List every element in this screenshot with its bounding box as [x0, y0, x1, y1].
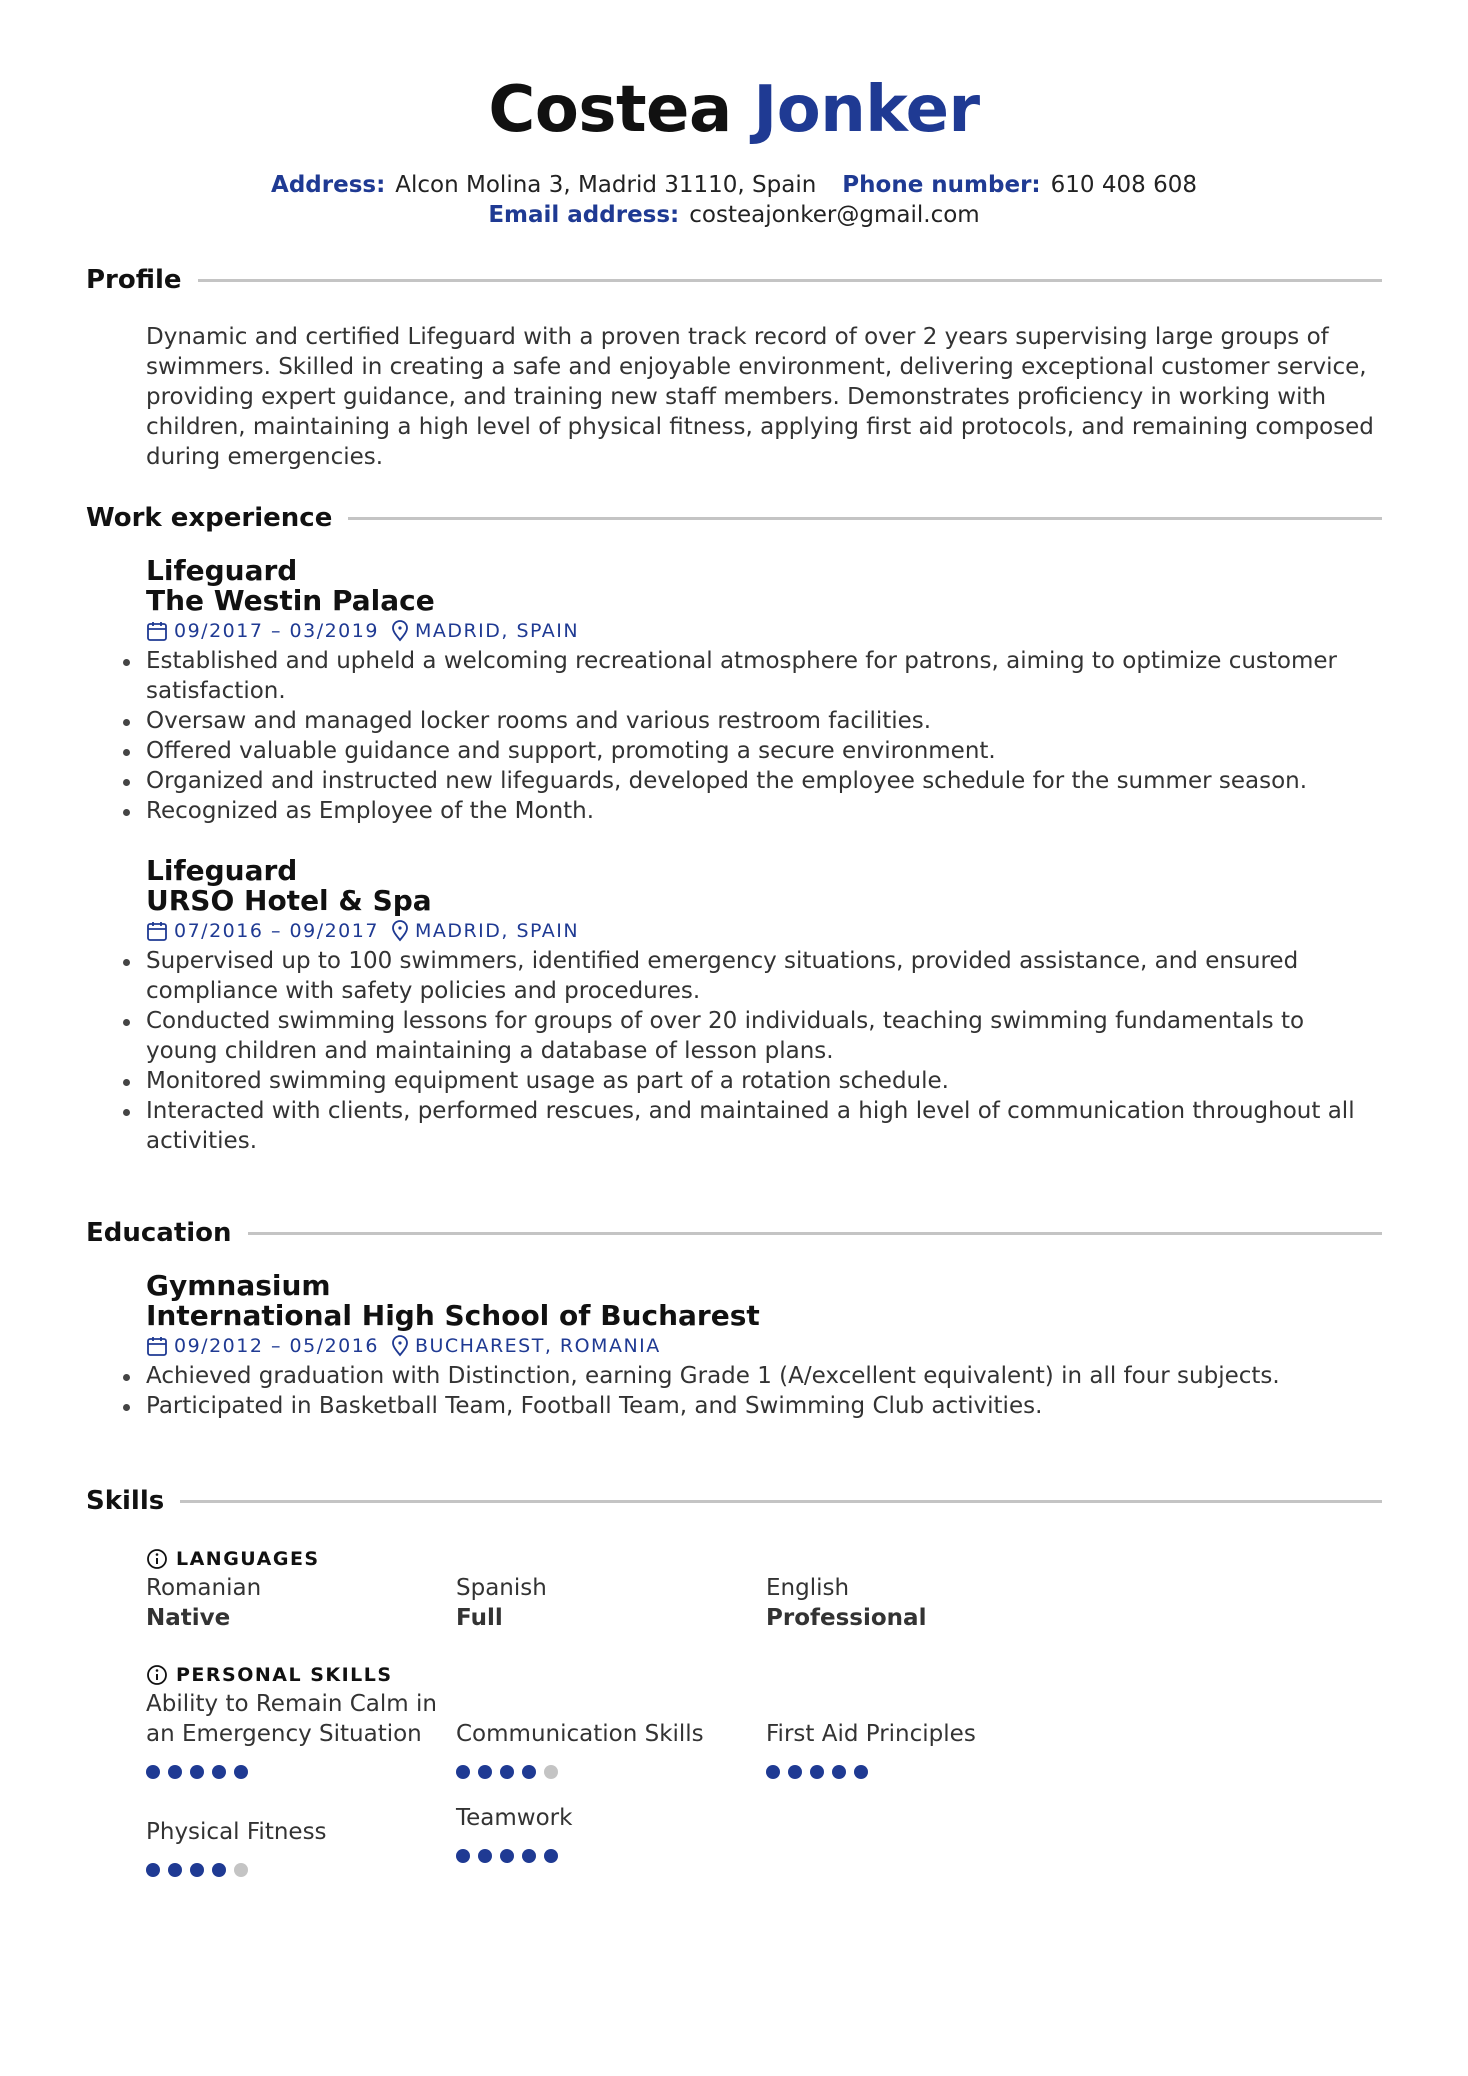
email-value[interactable]: costeajonker@gmail.com — [689, 202, 980, 228]
phone-value: 610 408 608 — [1050, 172, 1197, 198]
job-meta — [146, 916, 1382, 946]
rating-dot-filled — [788, 1765, 802, 1779]
address-label: Address: — [271, 172, 386, 198]
education-section — [86, 1215, 1382, 1421]
job-title: Lifeguard — [146, 554, 298, 587]
job-location: MADRID, SPAIN — [414, 620, 580, 642]
school-name: International High School of Bucharest — [146, 1299, 760, 1332]
rating-dot-filled — [190, 1765, 204, 1779]
degree-title: Gymnasium — [146, 1269, 331, 1302]
contact-line-2 — [0, 200, 1468, 230]
first-name: Costea — [488, 73, 732, 147]
list-item: Interacted with clients, performed rescues, and maintained a high level of communication throughout all activities. — [146, 1096, 1382, 1156]
section-divider — [180, 1500, 1382, 1503]
rating-dot-filled — [500, 1849, 514, 1863]
skill-item — [456, 1801, 766, 1885]
skill-item — [146, 1689, 456, 1787]
job-bullets — [146, 946, 1382, 1156]
rating-dot-filled — [456, 1849, 470, 1863]
location-pin-icon — [391, 1335, 409, 1357]
work-experience-section — [86, 500, 1382, 1156]
section-title: Work experience — [86, 503, 333, 533]
employer-name: URSO Hotel & Spa — [146, 884, 432, 917]
language-item — [766, 1573, 1076, 1633]
rating-dot-filled — [146, 1863, 160, 1877]
language-item — [146, 1573, 456, 1633]
language-level: Full — [456, 1605, 503, 1631]
section-divider — [198, 279, 1382, 282]
languages-label: LANGUAGES — [176, 1548, 320, 1570]
rating-dot-filled — [766, 1765, 780, 1779]
rating-dot-filled — [212, 1863, 226, 1877]
skill-item — [456, 1689, 766, 1787]
section-divider — [248, 1232, 1382, 1235]
calendar-icon — [146, 620, 168, 642]
rating-dot-filled — [522, 1849, 536, 1863]
rating-dot-filled — [212, 1765, 226, 1779]
rating-dot-filled — [544, 1849, 558, 1863]
rating-dot-empty — [544, 1765, 558, 1779]
list-item: Monitored swimming equipment usage as part of a rotation schedule. — [146, 1066, 1382, 1096]
list-item: Participated in Basketball Team, Football Team, and Swimming Club activities. — [146, 1391, 1382, 1421]
section-header — [86, 1215, 1382, 1251]
profile-summary: Dynamic and certified Lifeguard with a proven track record of over 2 years supervising large groups of swimmers. Skilled in creating a safe and enjoyable environment, delivering exceptional customer service, providing expert guidance, and training new staff members. Demonstrates proficiency in working with children, maintaining a high level of physical fitness, applying first aid protocols, and remaining composed during emergencies. — [146, 324, 1374, 470]
location-pin-icon — [391, 920, 409, 942]
address-value: Alcon Molina 3, Madrid 31110, Spain — [395, 172, 817, 198]
location-pin-icon — [391, 620, 409, 642]
language-name: Romanian — [146, 1575, 262, 1601]
employer-name: The Westin Palace — [146, 584, 435, 617]
rating-dot-filled — [478, 1765, 492, 1779]
language-name: English — [766, 1575, 850, 1601]
skill-name: Communication Skills — [456, 1721, 704, 1747]
rating-dot-filled — [500, 1765, 514, 1779]
rating-dot-filled — [478, 1849, 492, 1863]
section-header — [86, 262, 1382, 298]
skill-rating — [456, 1757, 766, 1787]
list-item: Supervised up to 100 swimmers, identified emergency situations, provided assistance, and ensured compliance with safety policies and procedures. — [146, 946, 1382, 1006]
last-name: Jonker — [753, 73, 980, 147]
education-bullets — [146, 1361, 1382, 1421]
job-entry — [146, 856, 1382, 1156]
section-divider — [348, 517, 1382, 520]
rating-dot-filled — [234, 1765, 248, 1779]
contact-info — [0, 170, 1468, 230]
rating-dot-filled — [456, 1765, 470, 1779]
email-label: Email address: — [488, 202, 680, 228]
skill-item — [146, 1787, 456, 1885]
skill-name: Physical Fitness — [146, 1819, 327, 1845]
personal-skills-grid — [146, 1689, 1382, 1885]
language-item — [456, 1573, 766, 1633]
resume-header — [0, 70, 1468, 230]
language-name: Spanish — [456, 1575, 547, 1601]
rating-dot-filled — [168, 1863, 182, 1877]
phone-label: Phone number: — [842, 172, 1041, 198]
job-entry — [146, 556, 1382, 826]
skill-rating — [146, 1855, 456, 1885]
education-location: BUCHAREST, ROMANIA — [414, 1335, 661, 1357]
skill-name: Teamwork — [456, 1805, 573, 1831]
job-dates: 07/2016 – 09/2017 — [174, 920, 379, 942]
candidate-name — [0, 70, 1468, 150]
skill-rating — [456, 1841, 766, 1871]
calendar-icon — [146, 920, 168, 942]
job-title: Lifeguard — [146, 854, 298, 887]
rating-dot-empty — [234, 1863, 248, 1877]
section-header — [86, 1483, 1382, 1519]
info-icon — [146, 1548, 168, 1570]
skill-item — [766, 1689, 1076, 1787]
list-item: Achieved graduation with Distinction, earning Grade 1 (A/excellent equivalent) in all four subjects. — [146, 1361, 1382, 1391]
job-bullets — [146, 646, 1382, 826]
rating-dot-filled — [146, 1765, 160, 1779]
language-level: Native — [146, 1605, 231, 1631]
education-dates: 09/2012 – 05/2016 — [174, 1335, 379, 1357]
skills-section — [86, 1483, 1382, 1885]
list-item: Established and upheld a welcoming recreational atmosphere for patrons, aiming to optimize customer satisfaction. — [146, 646, 1382, 706]
list-item: Recognized as Employee of the Month. — [146, 796, 1382, 826]
list-item: Organized and instructed new lifeguards, developed the employee schedule for the summer season. — [146, 766, 1382, 796]
languages-grid — [146, 1573, 1382, 1633]
language-level: Professional — [766, 1605, 927, 1631]
rating-dot-filled — [854, 1765, 868, 1779]
list-item: Oversaw and managed locker rooms and various restroom facilities. — [146, 706, 1382, 736]
personal-skills-heading — [146, 1661, 1382, 1689]
section-title: Skills — [86, 1486, 165, 1516]
contact-line-1 — [0, 170, 1468, 200]
skill-rating — [146, 1757, 456, 1787]
skill-name: Ability to Remain Calm in an Emergency Situation — [146, 1691, 437, 1747]
section-title: Education — [86, 1218, 232, 1248]
list-item: Conducted swimming lessons for groups of over 20 individuals, teaching swimming fundamentals to young children and maintaining a database of lesson plans. — [146, 1006, 1382, 1066]
section-header — [86, 500, 1382, 536]
personal-skills-label: PERSONAL SKILLS — [176, 1664, 393, 1686]
rating-dot-filled — [810, 1765, 824, 1779]
education-entry — [146, 1271, 1382, 1421]
section-title: Profile — [86, 265, 182, 295]
rating-dot-filled — [832, 1765, 846, 1779]
skill-name: First Aid Principles — [766, 1721, 976, 1747]
job-dates: 09/2017 – 03/2019 — [174, 620, 379, 642]
rating-dot-filled — [190, 1863, 204, 1877]
calendar-icon — [146, 1335, 168, 1357]
skill-rating — [766, 1757, 1076, 1787]
rating-dot-filled — [522, 1765, 536, 1779]
education-meta — [146, 1331, 1382, 1361]
list-item: Offered valuable guidance and support, promoting a secure environment. — [146, 736, 1382, 766]
info-icon — [146, 1664, 168, 1686]
rating-dot-filled — [168, 1765, 182, 1779]
languages-heading — [146, 1545, 1382, 1573]
job-location: MADRID, SPAIN — [414, 920, 580, 942]
profile-section — [86, 262, 1382, 472]
job-meta — [146, 616, 1382, 646]
